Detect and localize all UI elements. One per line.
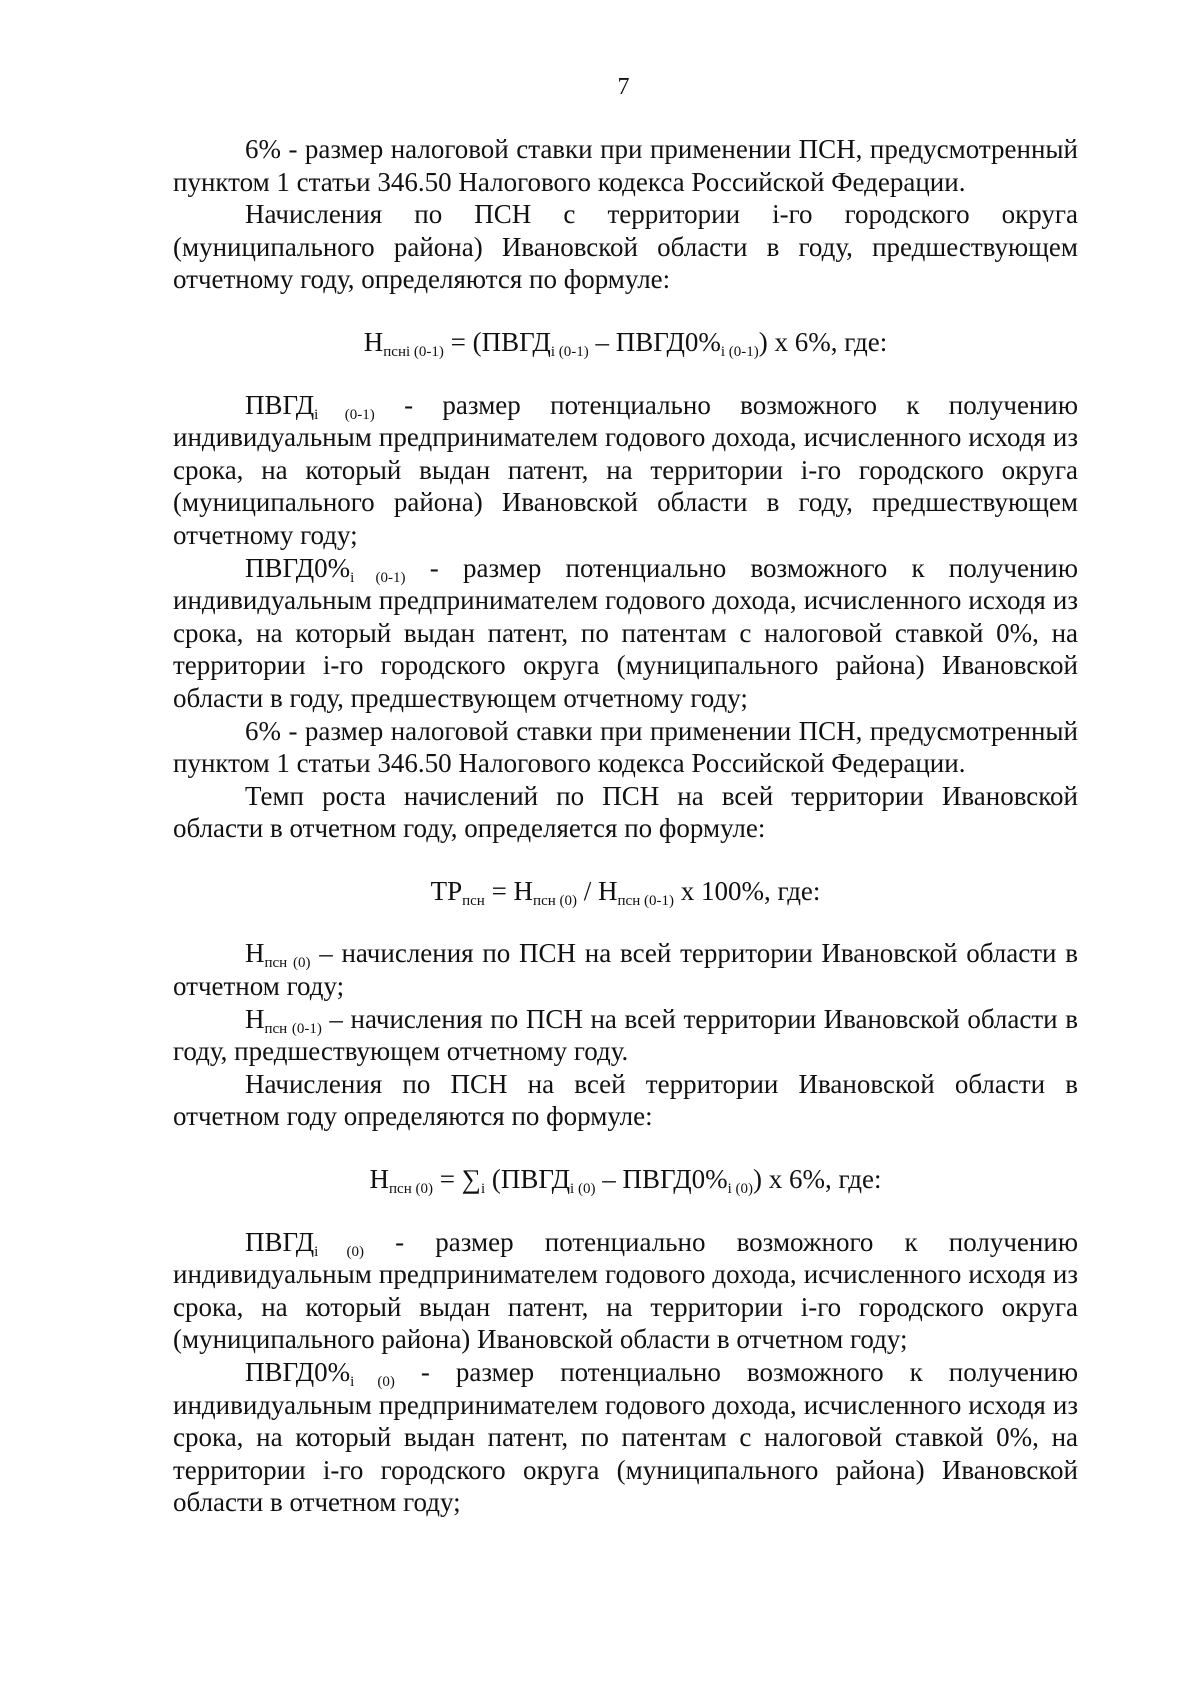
formula-accruals-prev-year: $Н_{псні (0-1)}$ = ($ПВГД_{i (0-1)}$ – $ПВГД0\%_{i (0-1)}$) x 6%, где: bbox=[363, 326, 888, 360]
paragraph-accruals-prev-year-def: $Н_{псн (0-1)}$ – начисления по ПСН на всей территории Ивановской области в году, предшествующем отчетному году. bbox=[173, 1003, 1078, 1067]
paragraph-accruals-current-year-def: $Н_{псн (0)}$ – начисления по ПСН на всей территории Ивановской области в отчетном году; bbox=[173, 938, 1078, 1002]
paragraph-pvgd0-current-year: $ПВГД0\%_{i (0)}$ - размер потенциально возможного к получению индивидуальным предпринимателем годового дохода, исчисленного исходя из срока, на который выдан патент, по патентам с налоговой ставкой 0%, на территории i-го городского округа (муниципального района) Ивановской области в отчетном году; bbox=[173, 1357, 1078, 1518]
paragraph-rate-definition-2: 6% - размер налоговой ставки при применении ПСН, предусмотренный пунктом 1 статьи 346.50 Налогового кодекса Российской Федерации. bbox=[173, 715, 1078, 779]
formula-accruals-current-year: $Н_{псн (0)} = \sum_i$ ($ПВГД_{i (0)}$ – $ПВГД0\%_{i (0)}$) x 6%, где: bbox=[369, 1164, 882, 1198]
paragraph-pvgd0-prev-year: $ПВГД0\%_{i (0-1)}$ - размер потенциально возможного к получению индивидуальным предпринимателем годового дохода, исчисленного исходя из срока, на который выдан патент, по патентам с налоговой ставкой 0%, на территории i-го городского округа (муниципального района) Ивановской области в году, предшествующем отчетному году; bbox=[173, 552, 1079, 713]
formula-growth-rate: $ТР_{псн} = Н_{псн (0)} / Н_{псн (0-1)}$ x 100%, где: bbox=[430, 875, 821, 909]
document-body bbox=[173, 133, 1078, 1519]
paragraph-rate-definition-1: 6% - размер налоговой ставки при применении ПСН, предусмотренный пунктом 1 статьи 346.50 Налогового кодекса Российской Федерации. bbox=[173, 134, 1078, 197]
paragraph-pvgd-current-year: $ПВГД_{i (0)}$ - размер потенциально возможного к получению индивидуальным предпринимателем годового дохода, исчисленного исходя из срока, на который выдан патент, на территории i-го городского округа (муниципального района) Ивановской области в отчетном году; bbox=[173, 1226, 1078, 1355]
paragraph-accruals-current-year-intro: Начисления по ПСН на всей территории Ивановской области в отчетном году определяются по формуле: bbox=[173, 1068, 1078, 1132]
paragraph-accruals-prev-year-intro: Начисления по ПСН с территории i-го городского округа (муниципального района) Ивановской области в году, предшествующем отчетному году, определяются по формуле: bbox=[173, 199, 1078, 295]
page-number: 7 bbox=[617, 74, 630, 100]
paragraph-growth-rate-intro: Темп роста начислений по ПСН на всей территории Ивановской области в отчетном году, определяется по формуле: bbox=[173, 780, 1078, 844]
paragraph-pvgd-prev-year: $ПВГД_{i (0-1)}$ - размер потенциально возможного к получению индивидуальным предпринимателем годового дохода, исчисленного исходя из срока, на который выдан патент, на территории i-го городского округа (муниципального района) Ивановской области в году, предшествующем отчетному году; bbox=[173, 389, 1079, 550]
